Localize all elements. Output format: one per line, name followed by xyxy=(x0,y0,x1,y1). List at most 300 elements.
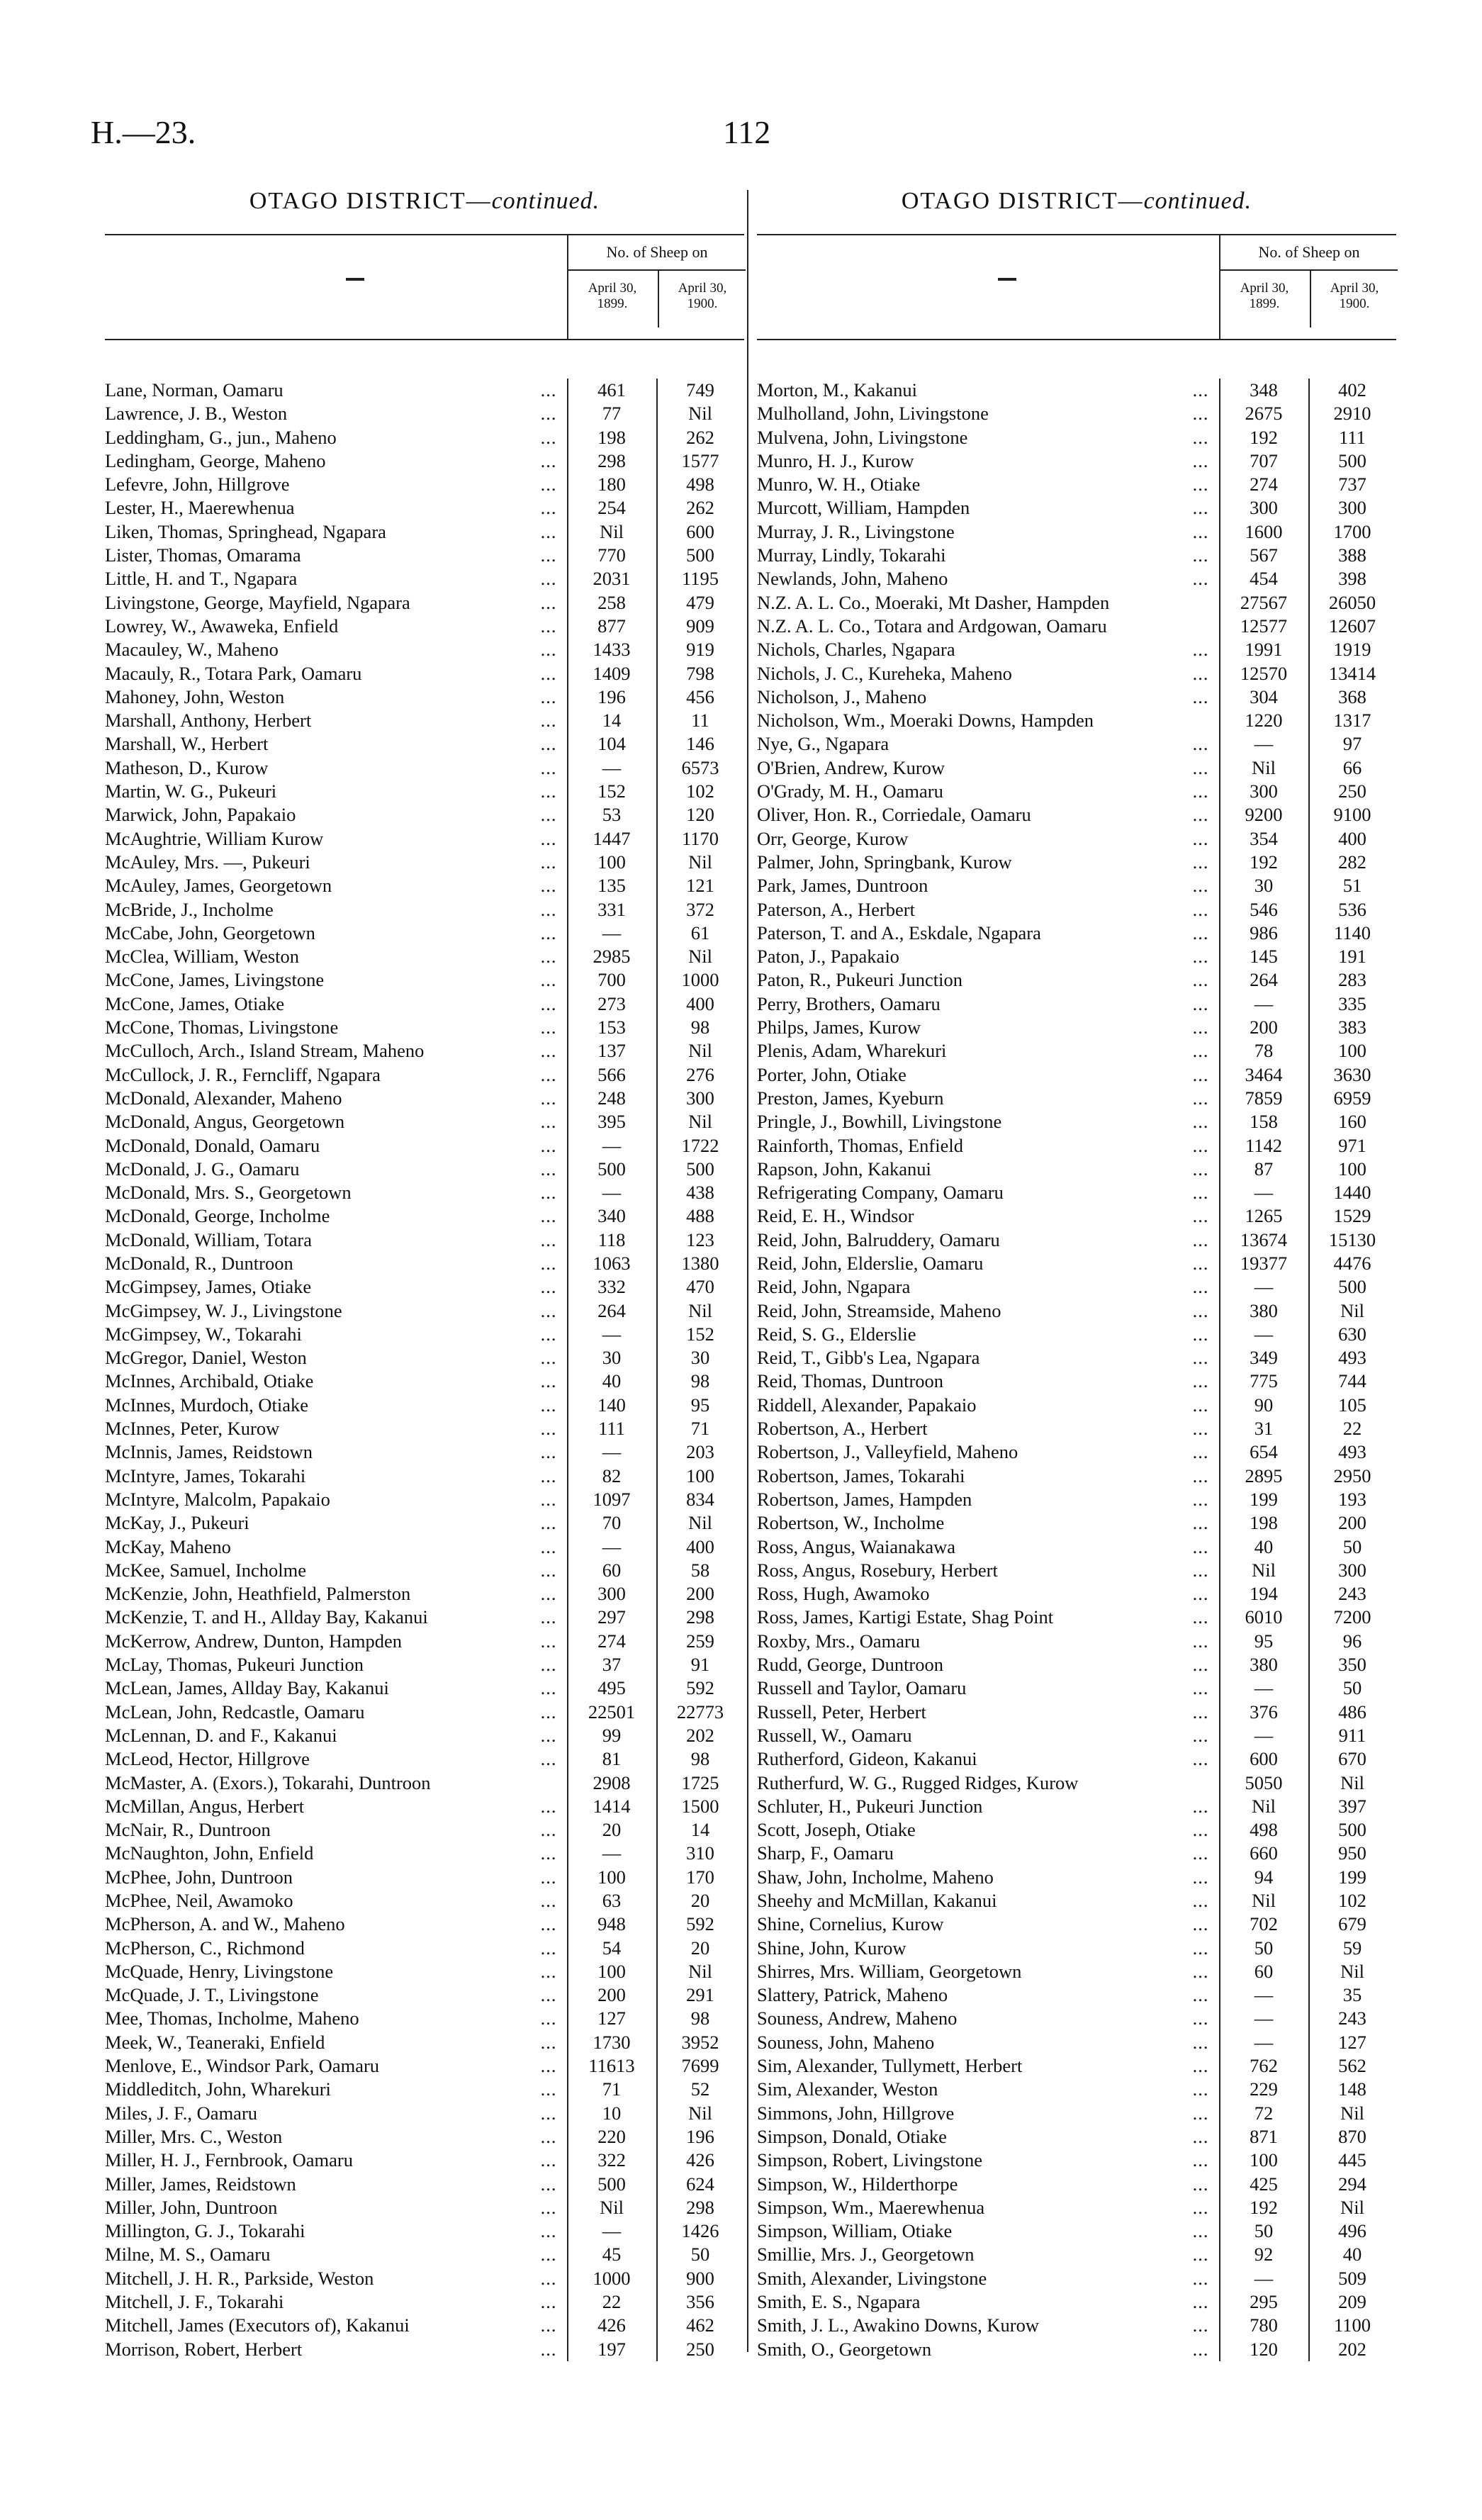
sheep-1899: 71 xyxy=(602,2078,622,2100)
sheep-1899: — xyxy=(602,1182,622,1204)
owner-name: Roxby, Mrs., Oamaru xyxy=(757,1630,921,1652)
leader-dots: ... xyxy=(1192,875,1209,897)
owner-name: McLean, John, Redcastle, Oamaru xyxy=(105,1701,365,1723)
sheep-1900: 909 xyxy=(686,615,714,637)
sheep-1900: 500 xyxy=(686,544,714,566)
table-row xyxy=(105,1535,744,1559)
sheep-1900: 426 xyxy=(686,2149,714,2171)
sheep-1900: 276 xyxy=(686,1063,714,1085)
table-row xyxy=(105,1866,744,1889)
sheep-1899: 158 xyxy=(1250,1111,1278,1133)
sheep-1899: 2031 xyxy=(593,568,631,590)
sheep-1900: 52 xyxy=(690,2078,710,2100)
sheep-1900: 35 xyxy=(1342,1984,1362,2006)
sheep-1900: 500 xyxy=(1338,1819,1366,1841)
sheep-1899: 425 xyxy=(1250,2173,1278,2195)
sheep-1900: 398 xyxy=(1338,568,1366,590)
sheep-1900: 91 xyxy=(690,1654,710,1676)
sheep-1900: 456 xyxy=(686,685,714,707)
table-row xyxy=(757,1039,1396,1063)
owner-name: Morrison, Robert, Herbert xyxy=(105,2338,303,2360)
table-row xyxy=(757,1582,1396,1606)
owner-name: Mitchell, J. F., Tokarahi xyxy=(105,2291,284,2313)
leader-dots: ... xyxy=(540,1017,557,1038)
table-row xyxy=(105,2007,744,2030)
sheep-1899: 30 xyxy=(1254,875,1274,897)
section-title: OTAGO DISTRICT—continued. xyxy=(901,188,1252,214)
leader-dots: ... xyxy=(540,403,557,425)
leader-dots: ... xyxy=(540,1583,557,1605)
table-row xyxy=(757,1866,1396,1889)
sheep-1900: 193 xyxy=(1338,1488,1366,1510)
leader-dots: ... xyxy=(540,1677,557,1699)
sheep-1900: Nil xyxy=(688,851,712,873)
table-row xyxy=(105,732,744,756)
sheep-1899: 340 xyxy=(597,1205,626,1227)
sheep-1899: 2895 xyxy=(1245,1465,1283,1486)
owner-name: Reid, E. H., Windsor xyxy=(757,1205,914,1227)
leader-dots: ... xyxy=(1192,898,1209,920)
leader-dots: ... xyxy=(540,827,557,849)
sheep-1900: 3630 xyxy=(1333,1063,1371,1085)
sheep-1900: Nil xyxy=(688,946,712,968)
table-row xyxy=(105,1842,744,1865)
sheep-1899: 567 xyxy=(1250,544,1278,566)
sheep-1900: 291 xyxy=(686,1984,714,2006)
leader-dots: ... xyxy=(540,1535,557,1557)
owner-name: Preston, James, Kyeburn xyxy=(757,1087,944,1109)
leader-dots: ... xyxy=(1192,1488,1209,1510)
leader-dots: ... xyxy=(1192,1795,1209,1817)
table-row xyxy=(105,2102,744,2125)
sheep-1900: 356 xyxy=(686,2291,714,2313)
sheep-1899: 30 xyxy=(602,1347,622,1369)
section-title: OTAGO DISTRICT—continued. xyxy=(249,188,600,214)
sheep-1899: 53 xyxy=(602,804,622,826)
sheep-1900: 624 xyxy=(686,2173,714,2195)
sheep-1900: 120 xyxy=(686,804,714,826)
leader-dots: ... xyxy=(1192,449,1209,471)
owner-name: Meek, W., Teaneraki, Enfield xyxy=(105,2031,325,2053)
owner-name: Little, H. and T., Ngapara xyxy=(105,568,298,590)
table-row xyxy=(105,1110,744,1133)
owner-name: McNair, R., Duntroon xyxy=(105,1819,271,1841)
table-row xyxy=(757,851,1396,874)
table-row xyxy=(105,1063,744,1087)
sheep-1899: 770 xyxy=(597,544,626,566)
owner-name: Robertson, A., Herbert xyxy=(757,1418,928,1440)
leader-dots: ... xyxy=(540,2267,557,2289)
owner-name: Pringle, J., Bowhill, Livingstone xyxy=(757,1111,1002,1133)
sheep-1899: 376 xyxy=(1250,1701,1278,1723)
table-row xyxy=(105,638,744,661)
leader-dots: ... xyxy=(540,1228,557,1250)
sheep-1900: 1700 xyxy=(1333,520,1371,542)
owner-name: Menlove, E., Windsor Park, Oamaru xyxy=(105,2055,380,2077)
sheep-1899: Nil xyxy=(600,2196,624,2218)
owner-name: Palmer, John, Springbank, Kurow xyxy=(757,851,1012,873)
table-row xyxy=(105,2031,744,2054)
sheep-1899: 13674 xyxy=(1240,1228,1288,1250)
owner-name: Shirres, Mrs. William, Georgetown xyxy=(757,1960,1022,1982)
leader-dots: ... xyxy=(1192,1630,1209,1652)
leader-dots: ... xyxy=(540,1890,557,1911)
sheep-1900: 95 xyxy=(690,1394,710,1416)
sheep-1899: 762 xyxy=(1250,2055,1278,2077)
owner-name: Nichols, Charles, Ngapara xyxy=(757,639,955,661)
table-row xyxy=(757,662,1396,685)
table-row xyxy=(757,567,1396,590)
sheep-1900: Nil xyxy=(688,1111,712,1133)
sheep-1900: 4476 xyxy=(1333,1252,1371,1274)
sheep-1900: 679 xyxy=(1338,1913,1366,1935)
table-row xyxy=(105,968,744,992)
table-row xyxy=(757,2267,1396,2290)
sheep-1900: 98 xyxy=(690,2007,710,2029)
sheep-1899: 72 xyxy=(1254,2102,1274,2124)
owner-name: Marshall, Anthony, Herbert xyxy=(105,710,312,732)
sheep-1900: 350 xyxy=(1338,1654,1366,1676)
sheep-1900: 744 xyxy=(1338,1370,1366,1392)
sheep-1900: 445 xyxy=(1338,2149,1366,2171)
sheep-1900: 199 xyxy=(1338,1866,1366,1888)
leader-dots: ... xyxy=(540,851,557,873)
sheep-1899: 22 xyxy=(602,2291,622,2313)
table-row xyxy=(105,2219,744,2243)
table-row xyxy=(757,1440,1396,1464)
leader-dots: ... xyxy=(540,710,557,732)
owner-name: McCabe, John, Georgetown xyxy=(105,922,315,943)
owner-name: Russell, W., Oamaru xyxy=(757,1724,912,1746)
owner-name: Park, James, Duntroon xyxy=(757,875,928,897)
owner-name: McDonald, R., Duntroon xyxy=(105,1252,293,1274)
owner-name: Liken, Thomas, Springhead, Ngapara xyxy=(105,520,386,542)
owner-name: Millington, G. J., Tokarahi xyxy=(105,2220,305,2242)
owner-name: McPhee, John, Duntroon xyxy=(105,1866,293,1888)
sheep-1899: 50 xyxy=(1254,2220,1274,2242)
owner-name: Simmons, John, Hillgrove xyxy=(757,2102,955,2124)
sheep-1899: — xyxy=(602,922,622,943)
sheep-1899: 1433 xyxy=(593,639,631,661)
table-row xyxy=(757,922,1396,945)
leader-dots: ... xyxy=(540,497,557,519)
owner-name: Smith, Alexander, Livingstone xyxy=(757,2267,987,2289)
sheep-1900: 97 xyxy=(1342,733,1362,755)
sheep-1899: 331 xyxy=(597,898,626,920)
sheep-1900: Nil xyxy=(688,1040,712,1062)
sheep-1899: 118 xyxy=(597,1228,626,1250)
leader-dots: ... xyxy=(1192,1819,1209,1841)
leader-dots: ... xyxy=(1192,497,1209,519)
leader-dots: ... xyxy=(540,2078,557,2100)
leader-dots: ... xyxy=(540,2149,557,2171)
owner-name: O'Brien, Andrew, Kurow xyxy=(757,756,945,778)
table-row xyxy=(757,1134,1396,1158)
table-row xyxy=(757,1323,1396,1346)
sheep-1900: 259 xyxy=(686,1630,714,1652)
owner-name: McLay, Thomas, Pukeuri Junction xyxy=(105,1654,364,1676)
sheep-1900: 310 xyxy=(686,1842,714,1864)
owner-name: Smith, E. S., Ngapara xyxy=(757,2291,921,2313)
sheep-1900: 2950 xyxy=(1333,1465,1371,1486)
owner-name: Murcott, William, Hampden xyxy=(757,497,970,519)
owner-name: Marshall, W., Herbert xyxy=(105,733,269,755)
leader-dots: ... xyxy=(540,1465,557,1486)
sheep-1899: 180 xyxy=(597,474,626,495)
owner-name: Scott, Joseph, Otiake xyxy=(757,1819,916,1841)
sheep-1899: 300 xyxy=(1250,497,1278,519)
sheep-1900: 1919 xyxy=(1333,639,1371,661)
leader-dots: ... xyxy=(540,662,557,684)
sheep-1900: 6573 xyxy=(681,756,719,778)
sheep-1900: 22773 xyxy=(676,1701,724,1723)
table-row xyxy=(757,992,1396,1016)
table-row xyxy=(757,2078,1396,2101)
owner-name: Rudd, George, Duntroon xyxy=(757,1654,944,1676)
sheep-1899: 274 xyxy=(1250,474,1278,495)
table-row xyxy=(757,1913,1396,1936)
leader-dots: ... xyxy=(1192,1677,1209,1699)
sheep-1900: 250 xyxy=(686,2338,714,2360)
owner-name: Milne, M. S., Oamaru xyxy=(105,2244,271,2266)
owner-name: Rutherford, Gideon, Kakanui xyxy=(757,1748,977,1770)
sheep-1899: 2675 xyxy=(1245,403,1283,425)
sheep-1900: 152 xyxy=(686,1323,714,1345)
sheep-1899: 12577 xyxy=(1240,615,1288,637)
owner-name: McNaughton, John, Enfield xyxy=(105,1842,314,1864)
owner-name: Marwick, John, Papakaio xyxy=(105,804,296,826)
table-row xyxy=(757,1110,1396,1133)
sheep-1899: 566 xyxy=(597,1063,626,1085)
sheep-1900: Nil xyxy=(688,403,712,425)
sheep-1899: 877 xyxy=(597,615,626,637)
sheep-1900: 250 xyxy=(1338,780,1366,802)
sheep-1900: 98 xyxy=(690,1370,710,1392)
leader-dots: ... xyxy=(1192,2173,1209,2195)
leader-dots: ... xyxy=(540,591,557,613)
owner-name: Lefevre, John, Hillgrove xyxy=(105,474,290,495)
leader-dots: ... xyxy=(540,1347,557,1369)
leader-dots: ... xyxy=(1192,1913,1209,1935)
table-row xyxy=(105,1889,744,1913)
owner-name: Slattery, Patrick, Maheno xyxy=(757,1984,948,2006)
leader-dots: ... xyxy=(1192,851,1209,873)
leader-dots: ... xyxy=(1192,474,1209,495)
leader-dots: ... xyxy=(1192,1252,1209,1274)
sheep-1900: 148 xyxy=(1338,2078,1366,2100)
owner-name: Reid, John, Balruddery, Oamaru xyxy=(757,1228,1000,1250)
leader-dots: ... xyxy=(1192,1394,1209,1416)
sheep-1900: 58 xyxy=(690,1559,710,1581)
table-row xyxy=(757,1204,1396,1228)
sheep-count-header xyxy=(1219,235,1398,339)
table-row xyxy=(757,2031,1396,2054)
owner-name: Ross, Angus, Waianakawa xyxy=(757,1535,956,1557)
sheep-1899: 200 xyxy=(597,1984,626,2006)
sheep-1899: 137 xyxy=(597,1040,626,1062)
table-row xyxy=(757,2102,1396,2125)
sheep-1899: 27567 xyxy=(1240,591,1288,613)
owner-name: Nicholson, Wm., Moeraki Downs, Hampden xyxy=(757,710,1094,732)
sheep-1900: 300 xyxy=(1338,497,1366,519)
leader-dots: ... xyxy=(540,733,557,755)
sheep-1899: 395 xyxy=(597,1111,626,1133)
owner-name: Lowrey, W., Awaweka, Enfield xyxy=(105,615,339,637)
table-row xyxy=(105,780,744,803)
leader-dots: ... xyxy=(540,1937,557,1959)
sheep-1900: 7200 xyxy=(1333,1606,1371,1628)
owner-name: Leddingham, G., jun., Maheno xyxy=(105,426,337,448)
leader-dots: ... xyxy=(1192,685,1209,707)
sheep-count-header xyxy=(567,235,746,339)
owner-name: McPherson, A. and W., Maheno xyxy=(105,1913,345,1935)
table-row xyxy=(757,945,1396,968)
leader-dots: ... xyxy=(1192,1063,1209,1085)
sheep-1899: 304 xyxy=(1250,685,1278,707)
table-row xyxy=(105,1630,744,1653)
table-row xyxy=(105,2125,744,2149)
leader-dots: ... xyxy=(540,2007,557,2029)
group-header-label: No. of Sheep on xyxy=(1220,235,1398,271)
owner-name: Oliver, Hon. R., Corriedale, Oamaru xyxy=(757,804,1031,826)
leader-dots: ... xyxy=(1192,1347,1209,1369)
column-rule xyxy=(1219,379,1220,2361)
owner-name: Mitchell, J. H. R., Parkside, Weston xyxy=(105,2267,374,2289)
leader-dots: ... xyxy=(540,1654,557,1676)
sheep-1899: Nil xyxy=(600,520,624,542)
owner-name: Munro, W. H., Otiake xyxy=(757,474,921,495)
owner-name: Souness, Andrew, Maheno xyxy=(757,2007,958,2029)
table-row xyxy=(757,1818,1396,1842)
table-row xyxy=(105,1394,744,1417)
table-row xyxy=(757,1676,1396,1700)
leader-dots: ... xyxy=(540,1984,557,2006)
leader-dots: ... xyxy=(1192,639,1209,661)
leader-dots: ... xyxy=(540,1606,557,1628)
leader-dots: ... xyxy=(540,992,557,1014)
table-row xyxy=(757,709,1396,732)
sheep-1899: — xyxy=(602,756,622,778)
sheep-1900: 200 xyxy=(686,1583,714,1605)
table-row xyxy=(105,1465,744,1488)
leader-dots: ... xyxy=(540,1182,557,1204)
owner-name: Newlands, John, Maheno xyxy=(757,568,948,590)
sheep-1900: 102 xyxy=(686,780,714,802)
sheep-1899: 254 xyxy=(597,497,626,519)
sheep-1899: 145 xyxy=(1250,946,1278,968)
sheep-1900: 592 xyxy=(686,1913,714,1935)
sheep-1899: 199 xyxy=(1250,1488,1278,1510)
table-row xyxy=(757,1252,1396,1275)
sheep-1899: 2985 xyxy=(593,946,631,968)
table-row xyxy=(105,1818,744,1842)
table-row xyxy=(105,1582,744,1606)
leader-dots: ... xyxy=(1192,520,1209,542)
table-row xyxy=(757,1063,1396,1087)
leader-dots: ... xyxy=(540,474,557,495)
table-row xyxy=(757,402,1396,425)
table-row xyxy=(105,1771,744,1795)
sheep-1899: 871 xyxy=(1250,2125,1278,2147)
leader-dots: ... xyxy=(540,2102,557,2124)
sheep-1899: 1142 xyxy=(1245,1134,1283,1156)
leader-dots: ... xyxy=(1192,1040,1209,1062)
leader-dots: ... xyxy=(540,1701,557,1723)
sheep-1900: 202 xyxy=(1338,2338,1366,2360)
leader-dots: ... xyxy=(1192,544,1209,566)
table-row xyxy=(105,756,744,780)
sheep-1899: 94 xyxy=(1254,1866,1274,1888)
leader-dots: ... xyxy=(1192,1276,1209,1298)
table-row xyxy=(105,827,744,851)
owner-name: McInnis, James, Reidstown xyxy=(105,1441,313,1463)
owner-name: Lane, Norman, Oamaru xyxy=(105,379,284,401)
owner-name: McKay, Maheno xyxy=(105,1535,231,1557)
owner-name: McMillan, Angus, Herbert xyxy=(105,1795,305,1817)
leader-dots: ... xyxy=(1192,804,1209,826)
leader-dots xyxy=(1182,1771,1219,1795)
sheep-1900: 670 xyxy=(1338,1748,1366,1770)
table-row xyxy=(757,638,1396,661)
table-row xyxy=(105,1204,744,1228)
sheep-1900: 98 xyxy=(690,1017,710,1038)
owner-name: Macauly, R., Totara Park, Oamaru xyxy=(105,662,362,684)
sheep-1900: 1500 xyxy=(681,1795,719,1817)
sheep-1899: 82 xyxy=(602,1465,622,1486)
sheep-1899: 45 xyxy=(602,2244,622,2266)
sheep-1899: 1000 xyxy=(593,2267,631,2289)
page-number: 112 xyxy=(723,114,771,150)
owner-name: McCullock, J. R., Ferncliff, Ngapara xyxy=(105,1063,381,1085)
sheep-1899: 1097 xyxy=(593,1488,631,1510)
sheep-1899: 349 xyxy=(1250,1347,1278,1369)
table-row xyxy=(105,945,744,968)
table-row xyxy=(105,922,744,945)
sheep-1899: 127 xyxy=(597,2007,626,2029)
sheep-1900: 834 xyxy=(686,1488,714,1510)
table-row xyxy=(757,2173,1396,2196)
sheep-1900: 462 xyxy=(686,2314,714,2336)
owner-name: Orr, George, Kurow xyxy=(757,827,909,849)
right-table xyxy=(757,186,1396,2361)
sheep-1899: 495 xyxy=(597,1677,626,1699)
sheep-1900: 14 xyxy=(690,1819,710,1841)
owner-name: O'Grady, M. H., Oamaru xyxy=(757,780,943,802)
sheep-1900: 971 xyxy=(1338,1134,1366,1156)
sheep-1899: Nil xyxy=(1252,1890,1276,1911)
sheep-1900: 1529 xyxy=(1333,1205,1371,1227)
table-row xyxy=(757,1299,1396,1323)
table-row xyxy=(757,1346,1396,1370)
sheep-1899: — xyxy=(602,1441,622,1463)
owner-name: Reid, John, Streamside, Maheno xyxy=(757,1299,1001,1321)
table-row xyxy=(105,544,744,567)
owner-name: Rapson, John, Kakanui xyxy=(757,1158,931,1180)
leader-dots: ... xyxy=(540,898,557,920)
owner-name: McDonald, George, Incholme xyxy=(105,1205,330,1227)
sheep-1900: 592 xyxy=(686,1677,714,1699)
sheep-1900: 300 xyxy=(1338,1559,1366,1581)
sheep-1900: Nil xyxy=(688,1299,712,1321)
owner-name: Miller, John, Duntroon xyxy=(105,2196,278,2218)
table-row xyxy=(105,1937,744,1960)
sheep-1900: 127 xyxy=(1338,2031,1366,2053)
sheep-1900: 51 xyxy=(1342,875,1362,897)
owner-name: Ledingham, George, Maheno xyxy=(105,449,326,471)
sheep-1900: 61 xyxy=(690,922,710,943)
leader-dots: ... xyxy=(540,2338,557,2360)
table-row xyxy=(105,685,744,709)
